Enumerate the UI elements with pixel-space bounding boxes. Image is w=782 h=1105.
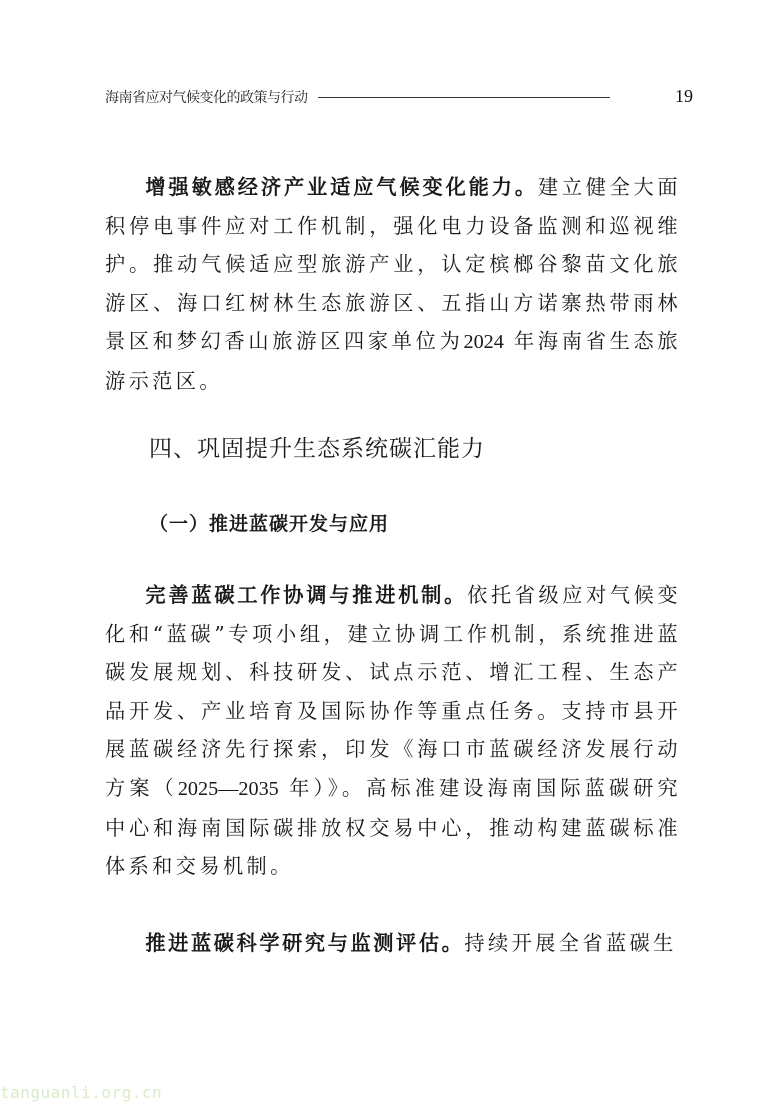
paragraph-lead: 完善蓝碳工作协调与推进机制。 — [145, 583, 468, 607]
watermark: tanguanli.org.cn — [0, 1083, 163, 1102]
year-number: 2024 — [463, 331, 504, 354]
paragraph-text: 年海南省生态旅游示范区。 — [105, 329, 681, 393]
paragraph-lead: 增强敏感经济产业适应气候变化能力。 — [145, 175, 538, 199]
paragraph-lead: 推进蓝碳科学研究与监测评估。 — [145, 931, 465, 955]
year-range: 2025—2035 — [177, 777, 279, 800]
page-number: 19 — [675, 86, 693, 106]
running-header — [105, 86, 695, 108]
paragraph-text: 建立健全大面积停电事件应对工作机制，强化电力设备监测和巡视维护。推动气候适应型旅游产业，认定槟榔谷黎苗文化旅游区、海口红树林生态旅游区、五指山方诺寨热带雨林景区和梦幻香山旅游区四家单位为 — [105, 175, 681, 354]
running-title: 海南省应对气候变化的政策与行动 — [105, 90, 308, 106]
paragraph-blue-carbon-mechanism — [105, 576, 681, 886]
paragraph-text: 年）》。高标准建设海南国际蓝碳研究中心和海南国际碳排放权交易中心，推动构建蓝碳标准体系和交易机制。 — [105, 775, 682, 879]
section-heading: 四、巩固提升生态系统碳汇能力 — [149, 436, 485, 462]
header-rule — [318, 97, 610, 98]
paragraph-text: 持续开展全省蓝碳生 — [464, 931, 677, 955]
subsection-heading: （一）推进蓝碳开发与应用 — [149, 513, 390, 535]
paragraph-text: 依托省级应对气候变化和“蓝碳”专项小组，建立协调工作机制，系统推进蓝碳发展规划、科技研发、试点示范、增汇工程、生态产品开发、产业培育及国际协作等重点任务。支持市县开展蓝碳经济先行探索，印发《海口市蓝碳经济发展行动方案（ — [105, 583, 682, 800]
paragraph-tourism-adaptation — [105, 168, 681, 401]
paragraph-blue-carbon-research — [105, 924, 681, 963]
